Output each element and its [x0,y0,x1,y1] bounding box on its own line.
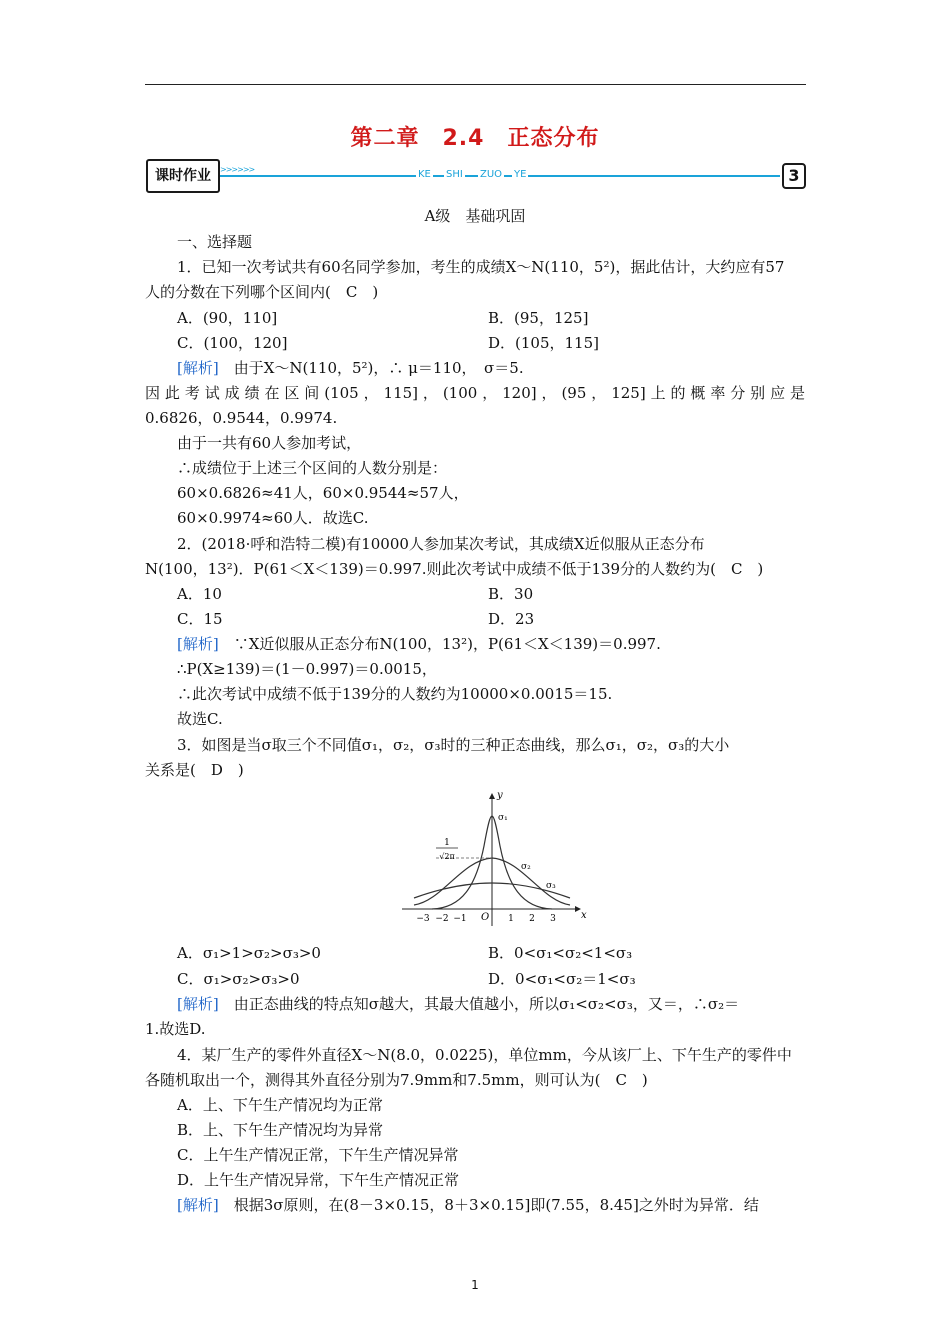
banner-arrows: >>>>>> [220,165,255,174]
q4-option-b: B．上、下午生产情况均为异常 [177,1121,384,1139]
q3-stem-line2: 关系是( D ) [145,761,244,779]
banner-word-shi: SHI [446,169,463,180]
top-rule [145,84,806,85]
q3-analysis-line2: 1.故选D. [145,1020,206,1038]
q4-stem-line2: 各随机取出一个，测得其外直径分别为7.9mm和7.5mm，则可认为( C ) [145,1071,648,1089]
q4-option-d: D．上午生产情况异常，下午生产情况正常 [177,1171,460,1189]
analysis-label: [解析] [177,1196,219,1214]
analysis-label: [解析] [177,635,219,653]
analysis-text: 由正态曲线的特点知σ越大，其最大值越小，所以σ₁<σ₂<σ₃，又＝，∴σ₂＝ [218,995,740,1013]
banner-number: 3 [782,163,806,189]
q2-stem-line1: 2．(2018·呼和浩特二模)有10000人参加某次考试，其成绩X近似服从正态分布 [177,535,705,553]
q2-stem-line2: N(100，13²)．P(61＜X＜139)＝0.997.则此次考试中成绩不低于139分的人数约为( C ) [145,560,764,578]
q2-option-b: B．30 [488,585,534,603]
analysis-text: 根据3σ原则，在(8－3×0.15，8＋3×0.15]即(7.55，8.45]之外时为异常．结 [218,1196,759,1214]
q1-analysis-line6: 60×0.6826≈41人，60×0.9544≈57人， [177,484,469,502]
q2-option-a: A．10 [177,585,222,603]
homework-banner [146,157,808,193]
q1-analysis-line4: 由于一共有60人参加考试， [177,434,362,452]
banner-word-ye: YE [514,169,527,180]
q1-stem-line2: 人的分数在下列哪个区间内( C ) [145,283,379,301]
analysis-text: 由于X～N(110，5²)，∴ μ＝110， σ＝5. [218,359,524,377]
curve-label-sigma3: σ₃ [546,881,556,891]
q1-option-a: A．(90，110] [177,309,278,327]
q1-analysis-line7: 60×0.9974≈60人．故选C. [177,509,369,527]
q4-option-a: A．上、下午生产情况均为正常 [177,1096,383,1114]
q4-stem-line1: 4．某厂生产的零件外直径X～N(8.0，0.0225)，单位mm，今从该厂上、下午生产的零件中 [177,1046,792,1064]
curve-label-sigma1: σ₁ [498,813,508,823]
q1-stem-line1: 1．已知一次考试共有60名同学参加，考生的成绩X～N(110，5²)，据此估计，大约应有57 [177,258,785,276]
tick-neg2: −2 [435,914,449,924]
q1-analysis-line2: 因此考试成绩在区间(105，115]，(100，120]，(95，125]上的概率分别应是 [145,384,805,402]
analysis-text: ∵X近似服从正态分布N(100，13²)，P(61＜X＜139)＝0.997. [218,635,661,653]
banner-word-ke: KE [418,169,431,180]
curve-label-sigma2: σ₂ [521,862,531,872]
section-heading: A级 基础巩固 [424,207,526,225]
frac-numerator: 1 [444,838,450,848]
q2-option-c: C．15 [177,610,223,628]
x-axis-label: x [581,910,587,921]
tick-neg3: −3 [416,914,430,924]
q2-analysis-line3: ∴此次考试中成绩不低于139分的人数约为10000×0.0015＝15. [177,685,613,703]
q3-option-c: C．σ₁>σ₂>σ₃>0 [177,970,300,988]
tick-1: 1 [508,914,514,924]
q3-option-d: D．0<σ₁<σ₂＝1<σ₃ [488,970,636,988]
q2-option-d: D．23 [488,610,535,628]
page-title: 第二章 2.4 正态分布 [350,126,600,151]
q1-option-c: C．(100，120] [177,334,288,352]
banner-tag: 课时作业 [146,159,220,193]
q1-option-b: B．(95，125] [488,309,589,327]
analysis-label: [解析] [177,359,219,377]
q2-analysis-line4: 故选C. [177,710,223,728]
tick-neg1: −1 [453,914,467,924]
q3-stem-line1: 3．如图是当σ取三个不同值σ₁，σ₂，σ₃时的三种正态曲线，那么σ₁，σ₂，σ₃的大小 [177,736,730,754]
q4-option-c: C．上午生产情况正常，下午生产情况异常 [177,1146,459,1164]
page-number: 1 [471,1278,479,1292]
origin-label: O [481,912,490,923]
q3-option-b: B．0<σ₁<σ₂<1<σ₃ [488,944,633,962]
frac-denominator: √2π [439,852,455,861]
q1-option-d: D．(105，115] [488,334,599,352]
tick-2: 2 [529,914,535,924]
part-heading: 一、选择题 [177,233,253,251]
y-axis-label: y [497,790,503,801]
q2-analysis-line1 [177,634,661,654]
q1-analysis-line1 [177,358,524,378]
q1-analysis-line3: 0.6826，0.9544，0.9974. [145,409,338,427]
normal-curves-figure [392,786,592,928]
tick-3: 3 [550,914,556,924]
analysis-label: [解析] [177,995,219,1013]
q4-analysis-line1 [177,1195,759,1215]
q3-option-a: A．σ₁>1>σ₂>σ₃>0 [177,944,321,962]
q3-analysis-line1 [177,994,739,1014]
banner-word-zuo: ZUO [480,169,503,180]
q2-analysis-line2: ∴P(X≥139)＝(1－0.997)＝0.0015， [177,660,437,678]
q1-analysis-line5: ∴成绩位于上述三个区间的人数分别是： [177,459,448,477]
